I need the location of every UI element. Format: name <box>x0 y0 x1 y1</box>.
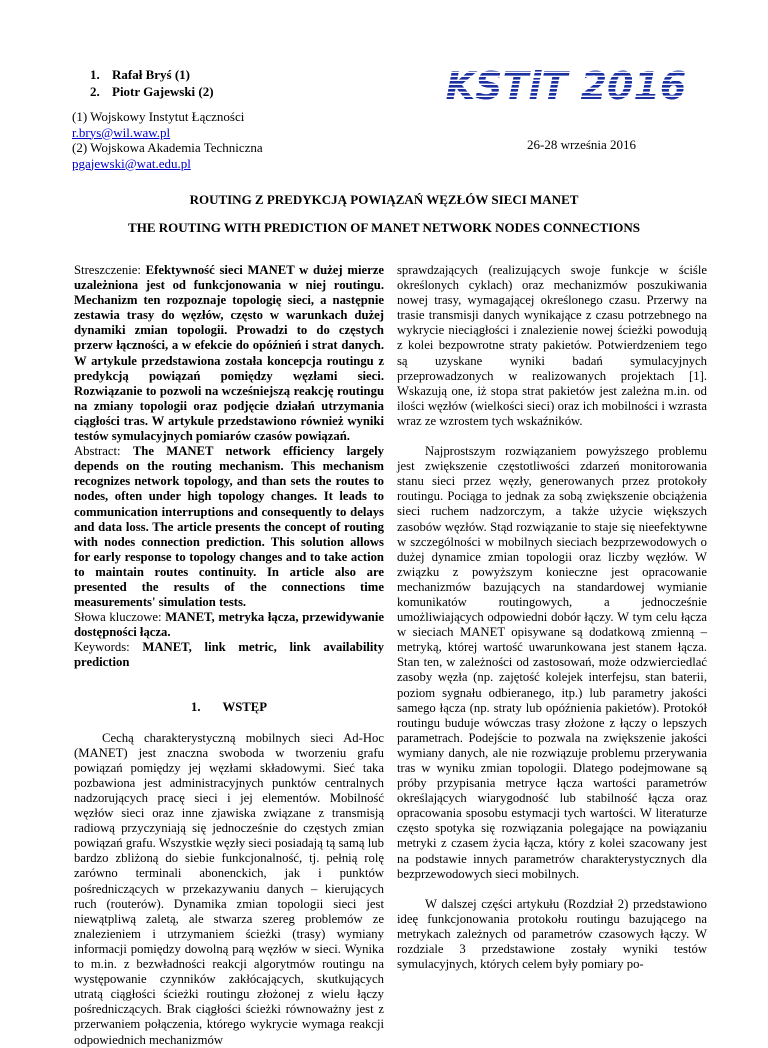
keywords: Keywords: MANET, link metric, link availability prediction <box>74 640 384 670</box>
affiliation-1: (1) Wojskowy Instytut Łączności <box>72 109 245 124</box>
title-english: THE ROUTING WITH PREDICTION OF MANET NETWORK NODES CONNECTIONS <box>128 220 640 235</box>
abstract-en: Abstract: The MANET network efficiency largely depends on the routing mechanism. This mechanism recognizes network topology, and than sets the routes to nodes, often under high topology changes. It leads to communication interruptions and consequently to delays and data loss. The article presents the concept of routing with nodes connection prediction. This solution allows for early response to topology changes and to take action to maintain routes continuity. In article also are presented the results of the connections time measurements' simulation tests. <box>74 444 384 610</box>
intro-paragraph-2: Najprostszym rozwiązaniem powyższego problemu jest zwiększenie częstotliwości zdarzeń monitorowania stanu sieci przez węzły, generowanych przez protokoły routingu. Pociąga to jednak za sobą zwiększenie obciążenia sieci ruchem nadzorczym, a także użycie większych zasobów węzłów. Stąd rozwiązanie to staje się nieefektywne w szczególności w mobilnych sieciach bezprzewodowych o dużej dynamice zmian topologii oraz liczby węzłów. W związku z powyższym konieczne jest opracowanie mechanizmów bazujących na standardowej wymianie komunikatów routingowych, a jednocześnie umożliwiających odpowiedni dobór łączy. W tym celu łącza w sieciach MANET opisywane są dodatkową zmienną – metryką, której wartość uwarunkowana jest stanem łącza. Stan ten, w zależności od zastosowań, może odzwierciedlać zasoby węzła (np. zajętość kolejek interfejsu, stan baterii, poziom sygnału odbieranego, itp.) lub parametry jakości samego łącza (np. straty lub opóźnienia pakietów). Protokół routingu buduje wówczas trasy złożone z łączy o lepszych parametrach. Podejście to pozwala na zwiększenie jakości wymiany danych, ale nie rozwiązuje problemu przerywania tras w wyniku zmian topologii. Dlatego podejmowane są próby przypisania metryce łącza wartości parametrów określających wiarygodność lub stabilność łącza oraz opracowania sposobu estymacji tych wartości. W literaturze często spotyka się rozwiązania polegające na powiązaniu metryki z czasem życia łącza, który z kolei szacowany jest na podstawie innych parametrów charakterystycznych dla bezprzewodowych sieci mobilnych. <box>397 444 707 881</box>
title-polish: ROUTING Z PREDYKCJĄ POWIĄZAŃ WĘZŁÓW SIECI MANET <box>189 192 579 207</box>
left-column <box>74 263 384 1048</box>
email-link-1[interactable]: r.brys@wil.waw.pl <box>72 124 171 140</box>
author-item: 1. Rafał Bryś (1) <box>90 67 190 82</box>
slowa-kluczowe: Słowa kluczowe: MANET, metryka łącza, przewidywanie dostępności łącza. <box>74 610 385 640</box>
intro-paragraph-3: W dalszej części artykułu (Rozdział 2) przedstawiono ideę funkcjonowania protokołu routingu bazującego na metrykach zależnych od parametrów czasowych łączy. W rozdziale 3 przedstawione zostały wyniki testów symulacyjnych, których celem były pomiary po- <box>397 896 707 972</box>
email-link-2[interactable]: pgajewski@wat.edu.pl <box>72 155 191 171</box>
abstract-block <box>74 263 384 671</box>
affiliation-2: (2) Wojskowa Akademia Techniczna <box>72 140 263 155</box>
intro-paragraph-1-continued: sprawdzających (realizujących swoje funkcje w ściśle określonych cyklach) oraz mechanizmów poszukiwania nowej trasy, wymagającej określonego czasu. Przerwy na trasie transmisji danych wynikające z czasu potrzebnego na wykrycie nieciągłości i znalezienie nowej ścieżki powodują z kolei bezpowrotne straty pakietów. Potwierdzeniem tego są uzyskane wyniki badań symulacyjnych przeprowadzonych w realizowanych projektach [1]. Wskazują one, iż stopa strat pakietów jest zależna m.in. od ilości węzłów (wielkości sieci) oraz ich mobilności i wzrasta wraz ze wzrostem tych wskaźników. <box>397 263 707 428</box>
affiliations <box>72 109 263 171</box>
author-item: 2. Piotr Gajewski (2) <box>90 84 214 99</box>
right-column <box>397 263 707 972</box>
intro-paragraph-1: Cechą charakterystyczną mobilnych sieci Ad-Hoc (MANET) jest znaczna swoboda w tworzeniu grafu powiązań pomiędzy jej węzłami składowymi. Sieć taka pozbawiona jest administracyjnych punktów centralnych nadzorujących pracę sieci i jej elementów. Mobilność węzłów sieci oraz inne zjawiska związane z transmisją radiową przyczyniają się jednocześnie do częstych zmian powiązań grafu. Wszystkie węzły sieci posiadają tą samą lub bardzo zbliżoną do siebie funkcjonalność, tj. pełnią rolę zarówno terminali abonenckich, jak i punktów pośredniczących w przekazywaniu danych – kierujących ruch (routerów). Dynamika zmian topologii sieci jest niewątpliwą zaletą, ale stwarza szereg problemów ze znalezieniem i utrzymaniem ścieżki (trasy) wymiany informacji pomiędzy dowolną parą węzłów w sieci. Wynika to m.in. z bezwładności reakcji algorytmów routingu na występowanie czynników zakłócających, skutkujących utratą ciągłości ścieżki routingu złożonej z wielu łączy pośredniczących. Brak ciągłości ścieżki równoważny jest z przerwaniem połączenia, którego wykrycie wymaga reakcji odpowiednich mechanizmów <box>74 730 384 1047</box>
author-list <box>90 66 214 100</box>
section-heading: 1. WSTĘP <box>191 699 267 714</box>
conference-date: 26-28 września 2016 <box>527 137 637 152</box>
logo-text: KSTiT 2016 <box>445 64 687 108</box>
conference-logo <box>445 64 687 108</box>
streszczenie: Streszczenie: Efektywność sieci MANET w dużej mierze uzależniona jest od funkcjonowania w niej routingu. Mechanizm ten rozpoznaje topologię sieci, a następnie zestawia trasy do węzłów, często w warunkach dużej dynamiki zmian topologii. Prowadzi to do częstych przerw łączności, a w efekcie do opóźnień i strat danych. W artykule przedstawiona została koncepcja routingu z predykcją powiązań pomiędzy węzłami sieci. Rozwiązanie to pozwoli na wcześniejszą reakcję routingu na zmiany topologii oraz podjęcie działań utrzymania ciągłości tras. W artykule przedstawiono również wyniki testów symulacyjnych pomiarów czasów powiązań. <box>74 263 385 444</box>
